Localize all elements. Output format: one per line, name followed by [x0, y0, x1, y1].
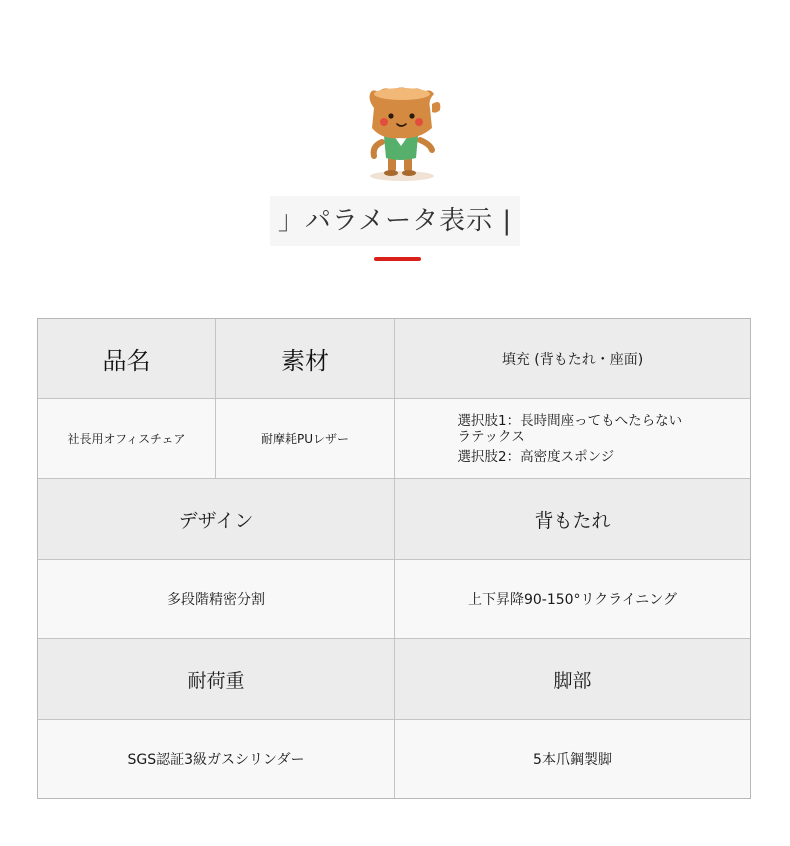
design-value: 多段階精密分割 [167, 592, 265, 608]
design-value-cell [38, 560, 395, 639]
material-value: 耐摩耗PUレザー [260, 432, 350, 446]
title-underline [374, 257, 421, 261]
material-value-cell [216, 399, 395, 479]
legs-label: 脚部 [553, 669, 592, 692]
load-label: 耐荷重 [187, 669, 245, 692]
load-value: SGS認証3級ガスシリンダー [127, 752, 305, 768]
backrest-value: 上下昇降90-150°リクライニング [467, 592, 678, 608]
filling-option-1: 選択肢1：長時間座ってもへたらないラテックス [457, 412, 683, 445]
backrest-label-cell [395, 479, 750, 560]
design-label: デザイン [178, 509, 254, 532]
legs-label-cell [395, 639, 750, 720]
product-name-label: 品名 [102, 347, 151, 375]
product-name-value: 社長用オフィスチェア [67, 432, 186, 446]
section-heading [0, 196, 790, 246]
backrest-value-cell [395, 560, 750, 639]
filling-value-cell [395, 399, 750, 479]
legs-value: 5本爪鋼製脚 [533, 752, 612, 768]
design-label-cell [38, 479, 395, 560]
section-title: 」パラメータ表示 | [270, 196, 520, 246]
backrest-label: 背もたれ [534, 509, 611, 532]
tree-stump-mascot-icon [358, 84, 444, 184]
spec-table [37, 318, 751, 799]
product-name-label-cell [38, 319, 216, 399]
filling-option-2: 選択肢2：高密度スポンジ [457, 448, 615, 465]
load-label-cell [38, 639, 395, 720]
load-value-cell [38, 720, 395, 798]
material-label: 素材 [281, 347, 329, 375]
filling-label-cell [395, 319, 750, 399]
legs-value-cell [395, 720, 750, 798]
filling-label: 填充 (背もたれ・座面) [501, 351, 644, 368]
material-label-cell [216, 319, 395, 399]
filling-options [458, 411, 688, 467]
product-name-value-cell [38, 399, 216, 479]
